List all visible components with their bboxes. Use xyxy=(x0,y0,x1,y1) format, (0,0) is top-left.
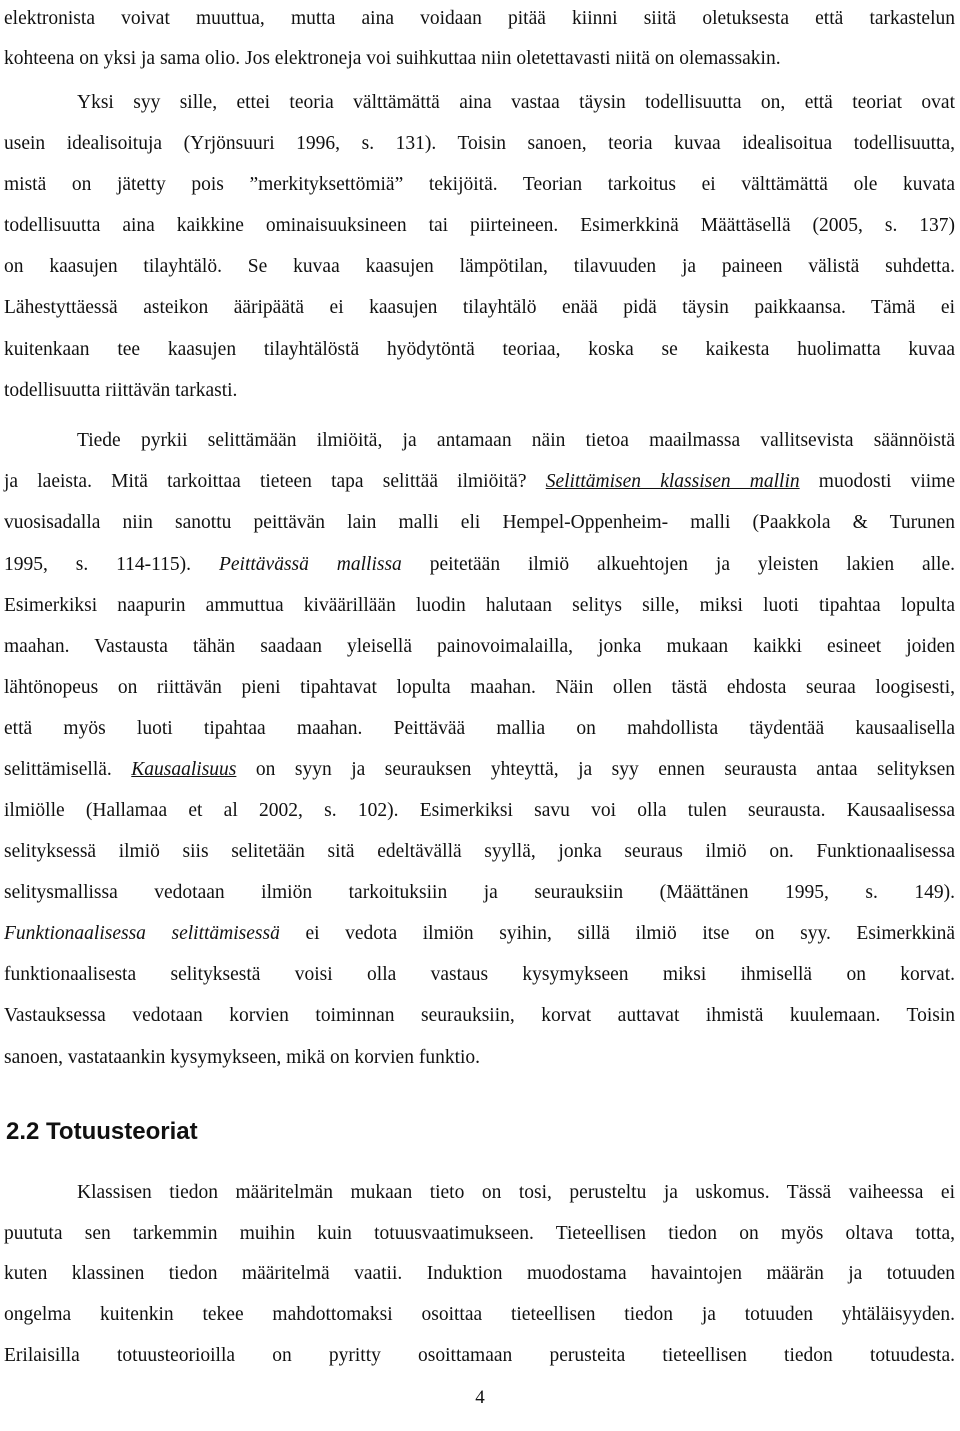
emphasized-term: Kausaalisuus xyxy=(131,759,237,780)
text-run: kuten klassinen tiedon määritelmä vaatii. Induktion muodostama havaintojen määrän ja totuuden xyxy=(4,1263,955,1284)
text-line xyxy=(4,338,955,362)
text-run: Esimerkiksi naapurin ammuttua kiväärillään luodin halutaan selitys sille, miksi luoti tipahtaa lopulta xyxy=(4,595,955,616)
text-line xyxy=(77,429,955,453)
text-line xyxy=(4,214,955,238)
text-run: vuosisadalla niin sanottu peittävän lain malli eli Hempel-Oppenheim- malli (Paakkola & Turunen xyxy=(4,512,955,533)
emphasized-term: Peittävässä mallissa xyxy=(218,554,402,575)
text-line xyxy=(4,922,955,946)
text-line xyxy=(4,635,955,659)
text-line xyxy=(77,91,955,115)
text-run: peitetään ilmiö alkuehtojen ja yleisten lakien alle. xyxy=(401,554,956,575)
text-run: elektronista voivat muuttua, mutta aina voidaan pitää kiinni siitä oletuksesta että tarkastelun xyxy=(4,8,955,29)
text-run: Erilaisilla totuusteorioilla on pyritty osoittamaan perusteita tieteellisen tiedon totuudesta. xyxy=(4,1345,955,1366)
text-line xyxy=(4,1262,955,1286)
text-run: ongelma kuitenkin tekee mahdottomaksi osoittaa tieteellisen tiedon ja totuuden yhtäläisyyden. xyxy=(4,1304,955,1325)
text-line xyxy=(4,255,955,279)
text-line xyxy=(4,511,955,535)
text-run: muodosti viime xyxy=(799,471,955,492)
text-run: on kaasujen tilayhtälö. Se kuvaa kaasujen lämpötilan, tilavuuden ja paineen välistä suhdetta. xyxy=(4,256,955,277)
emphasized-term: Selittämisen klassisen mallin xyxy=(545,471,800,492)
text-run: usein idealisoituja (Yrjönsuuri 1996, s. 131). Toisin sanoen, teoria kuvaa idealisoitua todellisuutta, xyxy=(4,133,955,154)
text-run: 1995, s. 114-115). xyxy=(4,554,219,575)
text-line xyxy=(4,676,955,700)
text-run: on syyn ja seurauksen yhteyttä, ja syy ennen seurausta antaa selityksen xyxy=(236,759,955,780)
text-line xyxy=(4,594,955,618)
text-run: sanoen, vastataankin kysymykseen, mikä on korvien funktio. xyxy=(4,1047,481,1068)
text-run: puututa sen tarkemmin muihin kuin totuusvaatimukseen. Tieteellisen tiedon on myös oltava totta, xyxy=(4,1223,955,1244)
text-line xyxy=(4,1303,955,1327)
text-run: Lähestyttäessä asteikon ääripäätä ei kaasujen tilayhtälö enää pidä täysin paikkaansa. Tämä ei xyxy=(4,297,955,318)
text-run: ilmiölle (Hallamaa et al 2002, s. 102). Esimerkiksi savu voi olla tulen seurausta. Kausaalisessa xyxy=(4,800,955,821)
text-line xyxy=(4,717,955,741)
page-number: 4 xyxy=(475,1387,485,1408)
text-line xyxy=(4,799,955,823)
text-line xyxy=(4,963,955,987)
text-line xyxy=(4,553,955,577)
text-line xyxy=(4,379,955,403)
text-run: Yksi syy sille, ettei teoria välttämättä aina vastaa täysin todellisuutta on, että teoriat ovat xyxy=(77,92,955,113)
text-run: Klassisen tiedon määritelmän mukaan tieto on tosi, perusteltu ja uskomus. Tässä vaiheessa ei xyxy=(77,1182,955,1203)
text-line xyxy=(4,1344,955,1368)
text-line xyxy=(4,881,955,905)
text-run: ja laeista. Mitä tarkoittaa tieteen tapa selittää ilmiöitä? xyxy=(4,471,546,492)
text-run: maahan. Vastausta tähän saadaan yleisellä painovoimalailla, jonka mukaan kaikki esineet joiden xyxy=(4,636,955,657)
text-run: selitysmallissa vedotaan ilmiön tarkoituksiin ja seurauksiin (Määttänen 1995, s. 149). xyxy=(4,882,955,903)
text-run: selityksessä ilmiö siis selitetään sitä edeltävällä syyllä, jonka seuraus ilmiö on. Funktionaalisessa xyxy=(4,841,955,862)
text-line xyxy=(4,1046,955,1070)
text-run: Tiede pyrkii selittämään ilmiöitä, ja antamaan näin tietoa maailmassa vallitsevista säännöistä xyxy=(77,430,955,451)
text-line xyxy=(4,1004,955,1028)
text-run: Vastauksessa vedotaan korvien toiminnan seurauksiin, korvat auttavat ihmistä kuulemaan. Toisin xyxy=(4,1005,955,1026)
text-run: lähtönopeus on riittävän pieni tipahtavat lopulta maahan. Näin ollen tästä ehdosta seuraa loogisesti, xyxy=(4,677,955,698)
text-line xyxy=(4,173,955,197)
text-run: kuitenkaan tee kaasujen tilayhtälöstä hyödytöntä teoriaa, koska se kaikesta huolimatta kuvaa xyxy=(4,339,955,360)
text-line xyxy=(4,840,955,864)
text-run: että myös luoti tipahtaa maahan. Peittävää mallia on mahdollista täydentää kausaalisella xyxy=(4,718,955,739)
text-run: todellisuutta aina kaikkine ominaisuuksineen tai piirteineen. Esimerkkinä Määttäsellä (2005, s. 137) xyxy=(4,215,955,236)
text-line xyxy=(77,1181,955,1205)
text-run: mistä on jätetty pois ”merkityksettömiä” tekijöitä. Teorian tarkoitus ei välttämättä ole kuvata xyxy=(4,174,955,195)
text-line xyxy=(4,7,955,31)
text-run: todellisuutta riittävän tarkasti. xyxy=(4,380,238,401)
text-line xyxy=(4,758,955,782)
text-run: ei vedota ilmiön syihin, sillä ilmiö itse on syy. Esimerkkinä xyxy=(279,923,955,944)
text-line xyxy=(4,47,955,71)
section-heading: 2.2 Totuusteoriat xyxy=(6,1118,198,1145)
emphasized-term: Funktionaalisessa selittämisessä xyxy=(4,923,280,944)
text-run: kohteena on yksi ja sama olio. Jos elektroneja voi suihkuttaa niin oletettavasti niitä on olemassakin. xyxy=(4,48,781,69)
text-line xyxy=(4,1222,955,1246)
text-line xyxy=(4,132,955,156)
text-run: funktionaalisesta selityksestä voisi olla vastaus kysymykseen miksi ihmisellä on korvat. xyxy=(4,964,955,985)
text-line xyxy=(4,296,955,320)
text-line xyxy=(4,470,955,494)
text-run: selittämisellä. xyxy=(4,759,132,780)
